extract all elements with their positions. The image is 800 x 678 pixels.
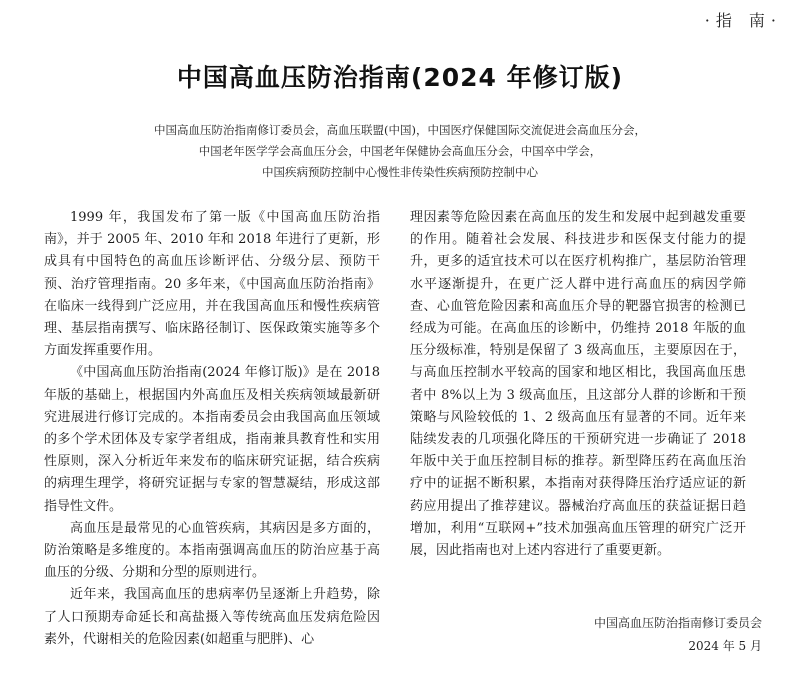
author-line: 中国高血压防治指南修订委员会，高血压联盟(中国)，中国医疗保健国际交流促进会高血压分会， bbox=[154, 123, 646, 137]
article-title: 中国高血压防治指南(2024 年修订版) bbox=[176, 63, 624, 92]
left-column bbox=[44, 207, 380, 651]
author-affiliations bbox=[40, 120, 760, 183]
signature-block bbox=[594, 612, 762, 658]
signature-committee: 中国高血压防治指南修订委员会 bbox=[593, 616, 762, 630]
paragraph: 高血压是最常见的心血管疾病，其病因是多方面的，防治策略是多维度的。本指南强调高血压的防治应基于高血压的分级、分期和分型的原则进行。 bbox=[44, 520, 380, 581]
section-tag: ·指 南· bbox=[704, 11, 782, 30]
paragraph: 1999 年，我国发布了第一版《中国高血压防治指南》，并于 2005 年、2010 年和 2018 年进行了更新，形成具有中国特色的高血压诊断评估、分级分层、预防干预、治疗管理指南。20 多年来，《中国高血压防治指南》在临床一线得到广泛应用，并在我国高血压和慢性疾病管理、基层指南撰写、临床路径制订、医保政策实施等多个方面发挥重要作用。 bbox=[44, 210, 380, 359]
paragraph: 《中国高血压防治指南(2024 年修订版)》是在 2018 年版的基础上，根据国内外高血压及相关疾病领域最新研究进展进行修订完成的。本指南委员会由我国高血压领域的多个学术团体及专家学者组成，指南兼具教育性和实用性原则，深入分析近年来发布的临床研究证据，结合疾病的病理生理学，将研究证据与专家的智慧凝结，形成这部指导性文件。 bbox=[44, 365, 380, 514]
signature-date: 2024 年 5 月 bbox=[688, 639, 762, 653]
paragraph: 近年来，我国高血压的患病率仍呈逐渐上升趋势，除了人口预期寿命延长和高盐摄入等传统高血压发病危险因素外，代谢相关的危险因素(如超重与肥胖)、心 bbox=[44, 587, 380, 647]
right-column bbox=[410, 207, 746, 562]
paragraph-continuation: 理因素等危险因素在高血压的发生和发展中起到越发重要的作用。随着社会发展、科技进步和医保支付能力的提升，更多的适宜技术可以在医疗机构推广，基层防治管理水平逐渐提升，在更广泛人群中进行高血压的病因学筛查、心血管危险因素和高血压介导的靶器官损害的检测已经成为可能。在高血压的诊断中，仍维持 2018 年版的血压分级标准，特别是保留了 3 级高血压，主要原因在于，与高血压控制水平较高的国家和地区相比，我国高血压患者中 8%以上为 3 级高血压，且这部分人群的诊断和干预策略与风险较低的 1、2 级高血压有显著的不同。近年来陆续发表的几项强化降压的干预研究进一步确证了 2018 年版中关于血压控制目标的推荐。新型降压药在高血压治疗中的证据不断积累，本指南对获得降压治疗适应证的新药应用提出了推荐建议。器械治疗高血压的获益证据日趋增加，利用“互联网+”技术加强高血压管理的研究广泛开展，因此指南也对上述内容进行了重要更新。 bbox=[410, 210, 746, 559]
author-line: 中国老年医学学会高血压分会，中国老年保健协会高血压分会，中国卒中学会， bbox=[198, 144, 602, 158]
author-line: 中国疾病预防控制中心慢性非传染性疾病预防控制中心 bbox=[262, 165, 538, 179]
